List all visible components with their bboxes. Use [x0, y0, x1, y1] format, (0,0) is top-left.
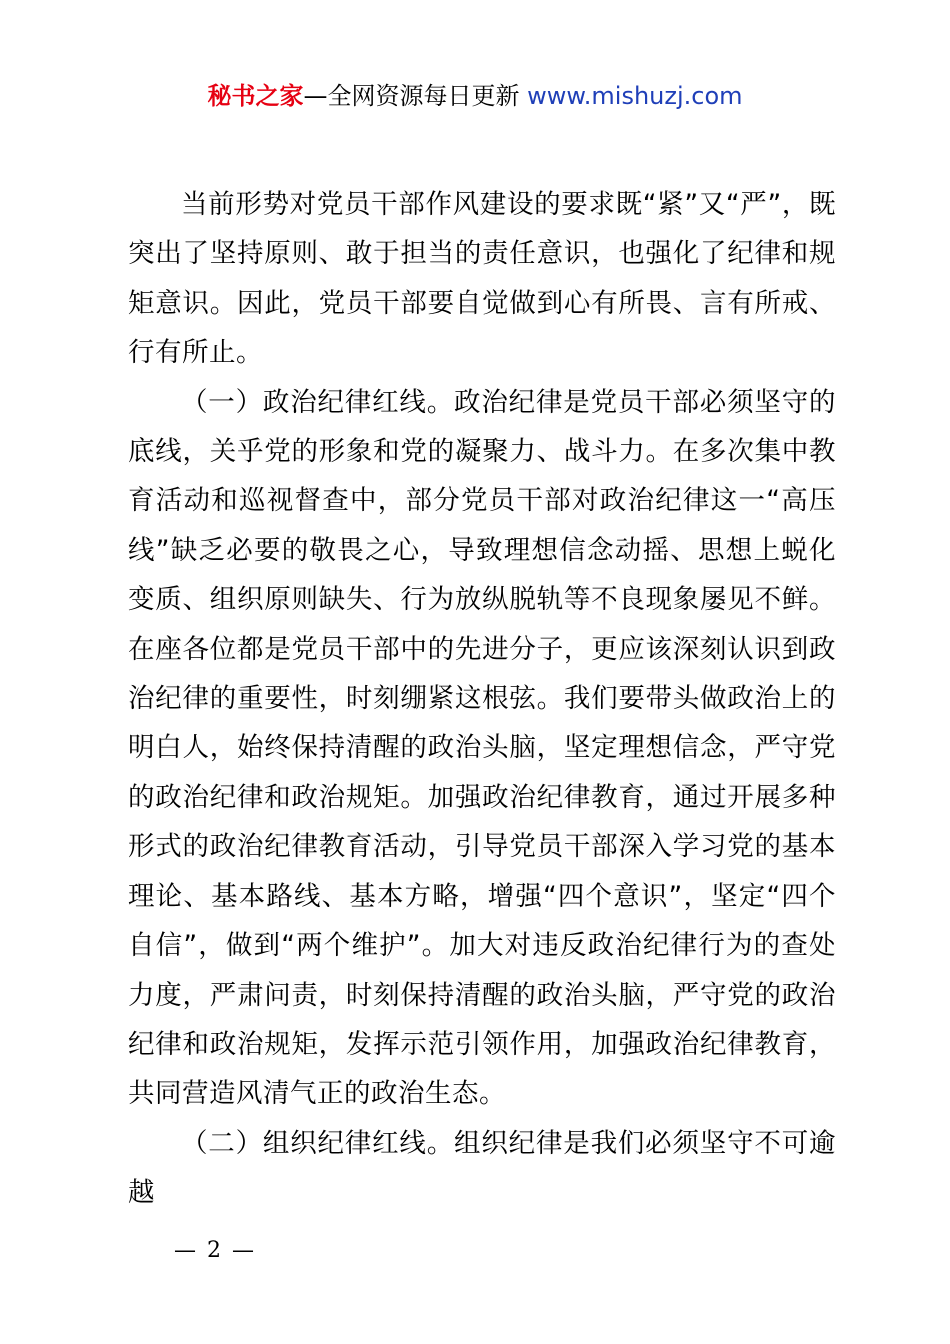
- organizational-discipline-paragraph: （二）组织纪律红线。组织纪律是我们必须坚守不可逾越: [128, 1127, 836, 1209]
- document-body: [128, 180, 836, 1218]
- page-number: — 2 —: [174, 1238, 256, 1263]
- intro-paragraph: 当前形势对党员干部作风建设的要求既“紧”又“严”，既突出了坚持原则、敢于担当的责任意识，也强化了纪律和规矩意识。因此，党员干部要自觉做到心有所畏、言有所戒、行有所止。: [128, 189, 836, 369]
- site-header: [0, 80, 950, 112]
- brand-name: 秘书之家: [207, 82, 304, 110]
- site-url-link[interactable]: www.mishuzj.com: [527, 82, 743, 110]
- political-discipline-paragraph: （一）政治纪律红线。政治纪律是党员干部必须坚守的底线，关乎党的形象和党的凝聚力、战斗力。在多次集中教育活动和巡视督查中，部分党员干部对政治纪律这一“高压线”缺乏必要的敬畏之心，导致理想信念动摇、思想上蜕化变质、组织原则缺失、行为放纵脱轨等不良现象屡见不鲜。在座各位都是党员干部中的先进分子，更应该深刻认识到政治纪律的重要性，时刻绷紧这根弦。我们要带头做政治上的明白人，始终保持清醒的政治头脑，坚定理想信念，严守党的政治纪律和政治规矩。加强政治纪律教育，通过开展多种形式的政治纪律教育活动，引导党员干部深入学习党的基本理论、基本路线、基本方略，增强“四个意识”，坚定“四个自信”，做到“两个维护”。加大对违反政治纪律行为的查处力度，严肃问责，时刻保持清醒的政治头脑，严守党的政治纪律和政治规矩，发挥示范引领作用，加强政治纪律教育，共同营造风清气正的政治生态。: [128, 386, 836, 1110]
- header-tagline: —全网资源每日更新: [303, 82, 520, 110]
